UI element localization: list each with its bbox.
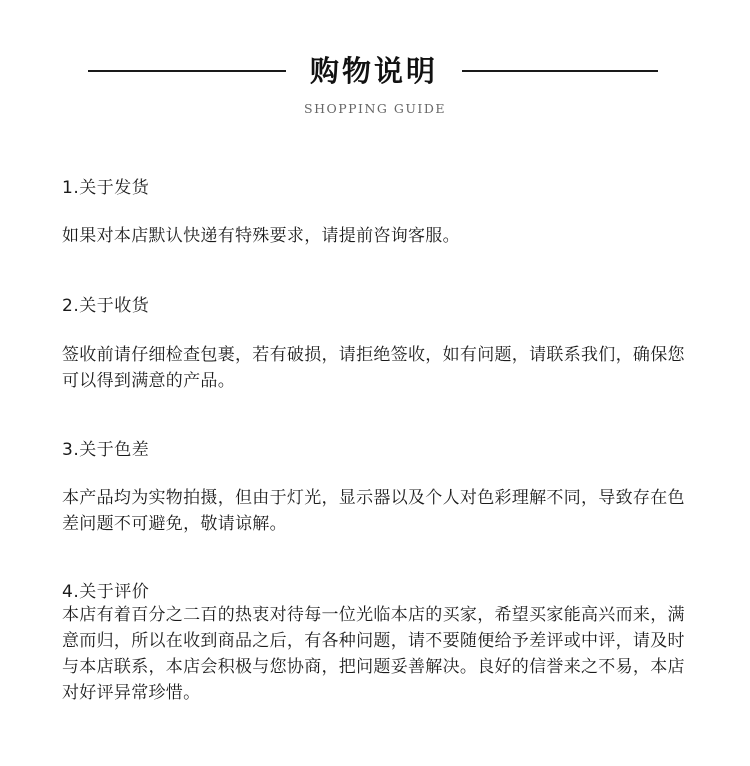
header-rule-left bbox=[88, 70, 286, 72]
guide-header bbox=[0, 48, 750, 128]
section-heading-receiving: 2.关于收货 bbox=[62, 296, 150, 316]
section-body-reviews: 本店有着百分之二百的热衷对待每一位光临本店的买家，希望买家能高兴而来，满意而归，所以在收到商品之后，有各种问题，请不要随便给予差评或中评，请及时与本店联系，本店会积极与您协商，把问题妥善解决。良好的信誉来之不易，本店对好评异常珍惜。 bbox=[62, 605, 685, 703]
section-heading-reviews: 4.关于评价 bbox=[62, 582, 150, 602]
section-body-shipping: 如果对本店默认快递有特殊要求，请提前咨询客服。 bbox=[62, 226, 460, 246]
section-heading-color-difference: 3.关于色差 bbox=[62, 440, 150, 460]
section-heading-shipping: 1.关于发货 bbox=[62, 178, 150, 198]
header-rule-right bbox=[462, 70, 658, 72]
section-body-receiving: 签收前请仔细检查包裹，若有破损，请拒绝签收，如有问题，请联系我们，确保您可以得到满意的产品。 bbox=[62, 345, 685, 391]
page-title: 购物说明 bbox=[309, 54, 438, 88]
page-subtitle: SHOPPING GUIDE bbox=[304, 101, 446, 116]
section-body-color-difference: 本产品均为实物拍摄，但由于灯光，显示器以及个人对色彩理解不同，导致存在色差问题不可避免，敬请谅解。 bbox=[62, 488, 685, 534]
